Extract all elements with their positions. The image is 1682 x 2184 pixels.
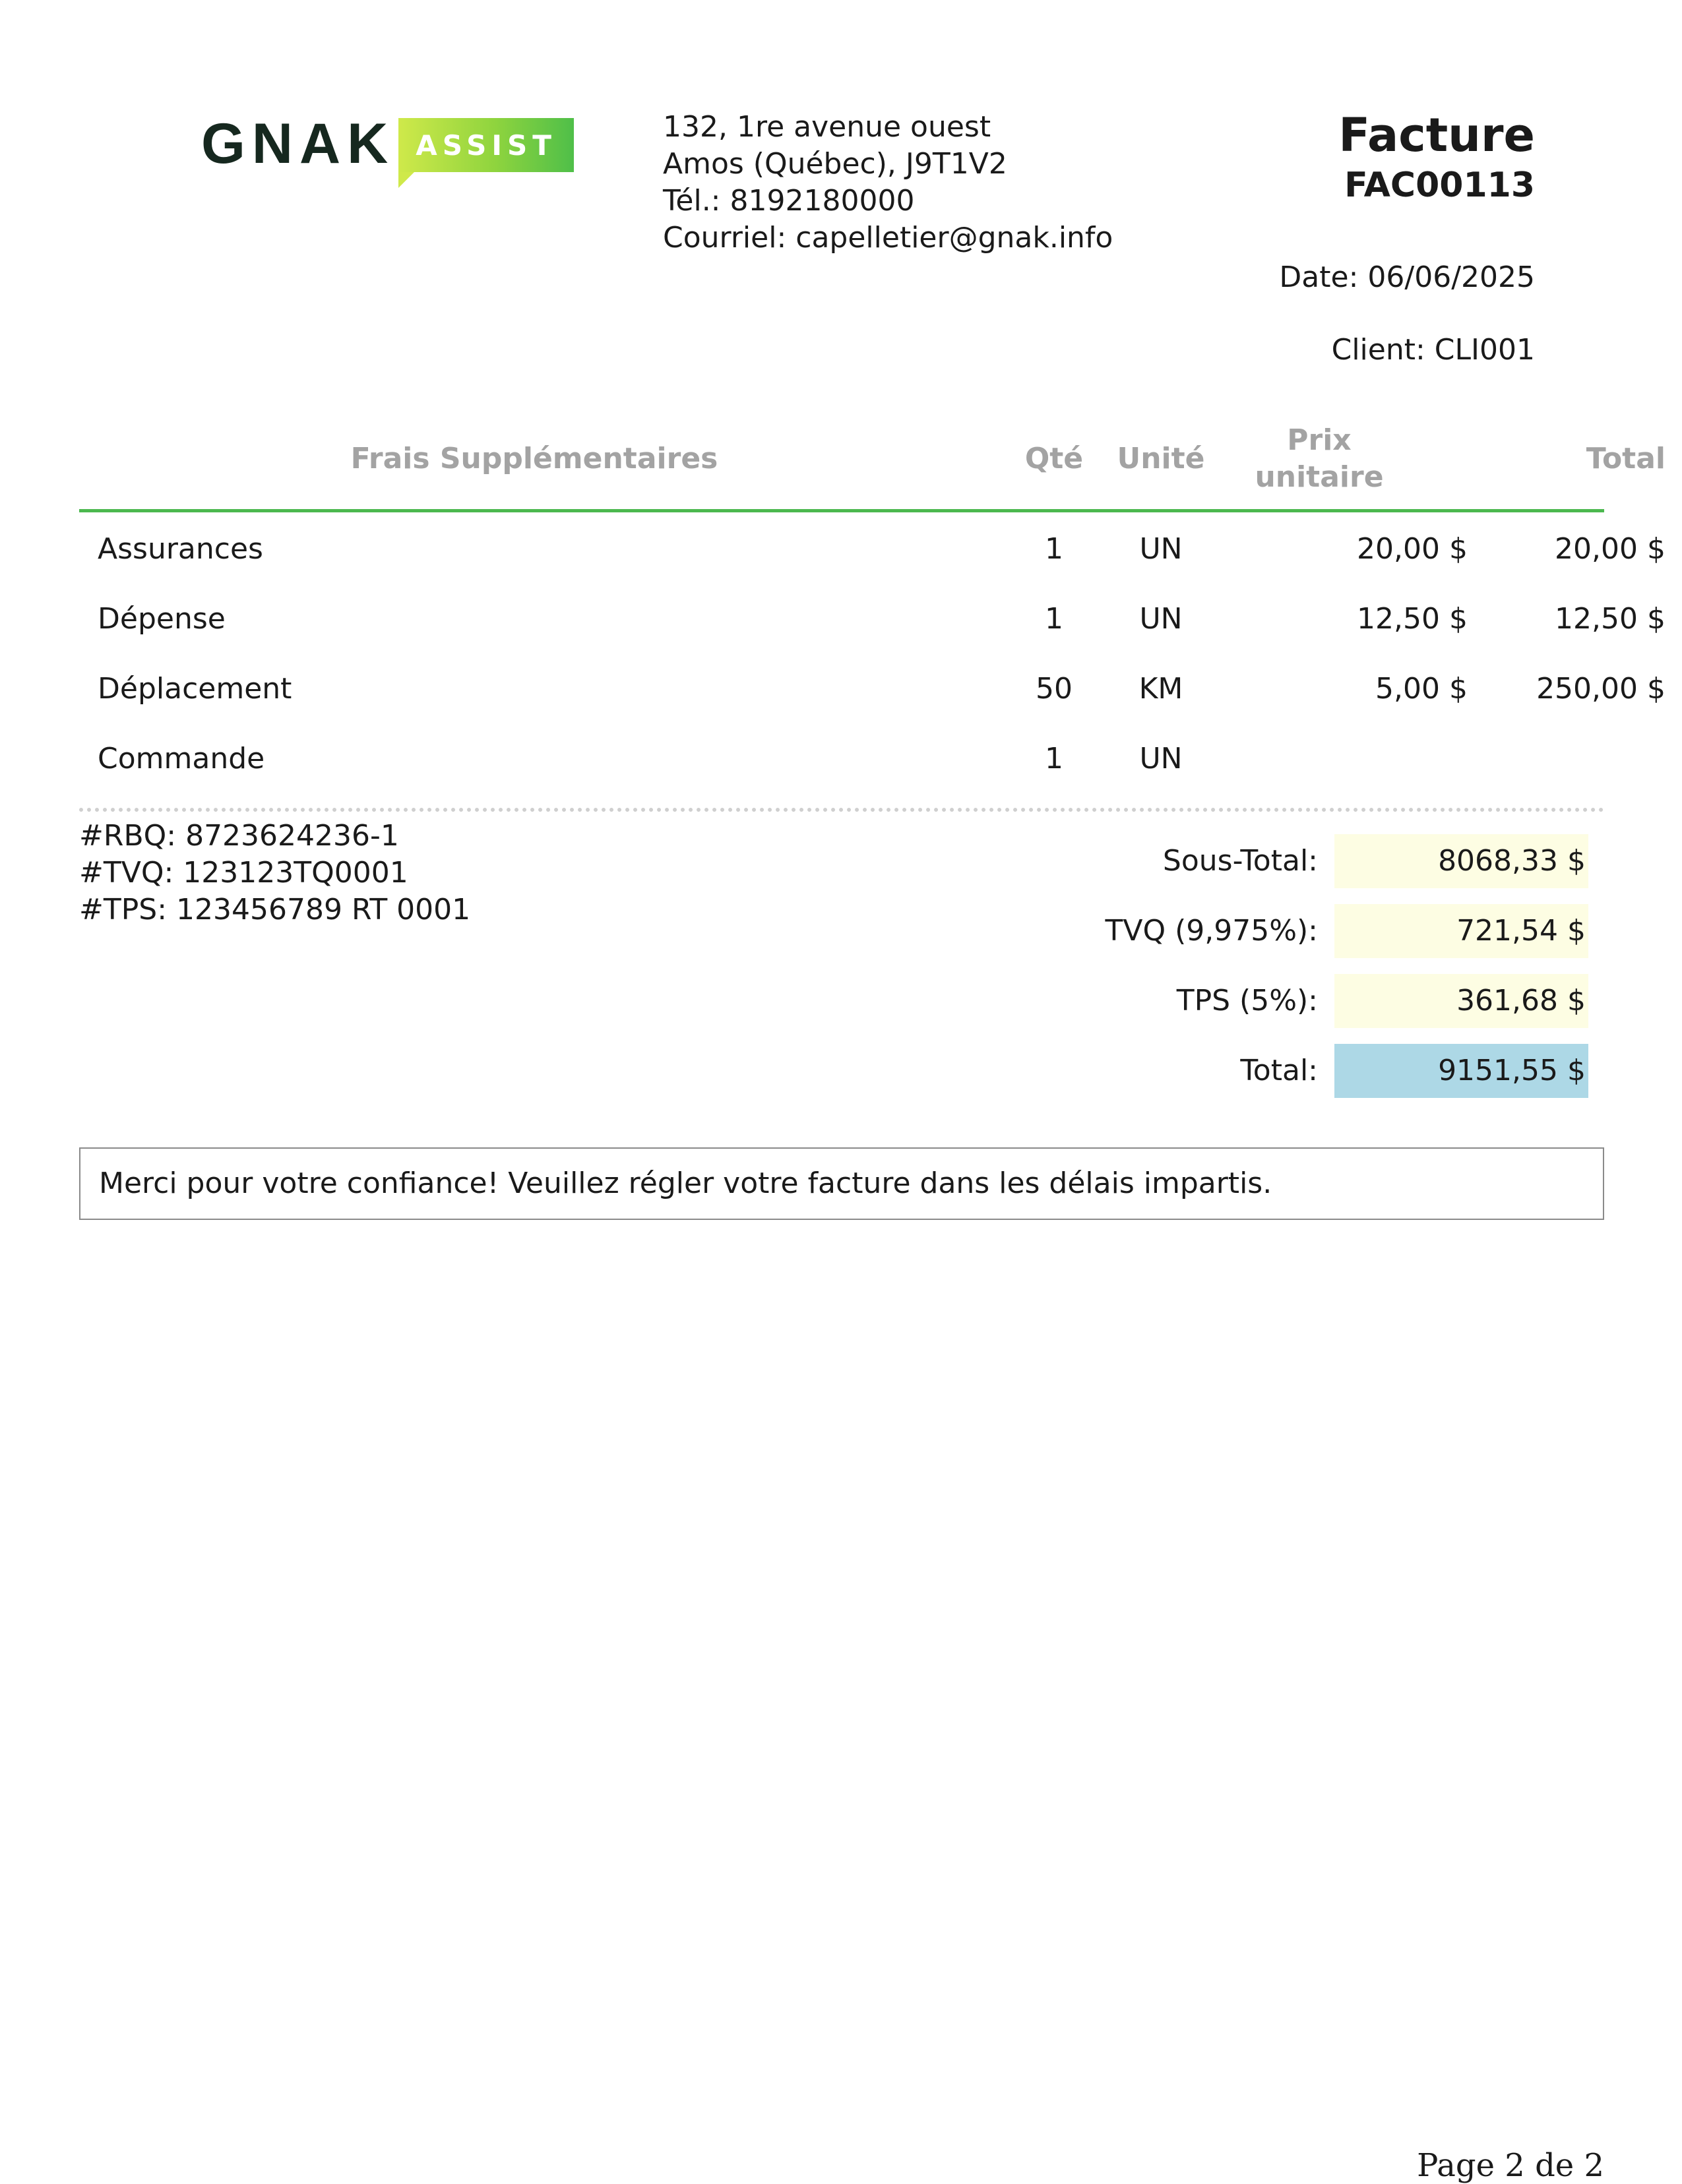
tps-label: TPS (5%): [1176, 984, 1318, 1017]
grand-total-row [989, 1044, 1588, 1098]
tvq-row [989, 904, 1588, 958]
row-total: 250,00 $ [1536, 672, 1666, 706]
header-total: Total [1586, 442, 1666, 475]
tps-number: #TPS: 123456789 RT 0001 [79, 893, 471, 926]
row-qty: 1 [1045, 532, 1063, 566]
row-unit: UN [1139, 532, 1183, 566]
row-unit: UN [1139, 602, 1183, 636]
row-unit: KM [1138, 672, 1183, 706]
company-phone: Tél.: 8192180000 [663, 184, 915, 218]
grand-total-label: Total: [1240, 1054, 1318, 1087]
header-description: Frais Supplémentaires [350, 442, 718, 475]
table-row [79, 584, 1666, 654]
table-row [79, 724, 1604, 794]
row-total: 20,00 $ [1555, 532, 1666, 566]
row-total: 12,50 $ [1555, 602, 1666, 636]
row-description: Assurances [98, 532, 263, 566]
table-end-divider [79, 808, 1604, 812]
company-email: Courriel: capelletier@gnak.info [663, 221, 1113, 255]
invoice-date: Date: 06/06/2025 [1279, 260, 1535, 294]
header-unit-price-line1: Prix [1287, 423, 1352, 457]
grand-total-value: 9151,55 $ [1334, 1044, 1588, 1098]
company-address [663, 109, 1113, 257]
header-unit: Unité [1117, 442, 1205, 475]
tps-value: 361,68 $ [1334, 974, 1588, 1028]
table-row [79, 654, 1666, 724]
row-description: Dépense [98, 602, 226, 636]
address-line2: Amos (Québec), J9T1V2 [663, 147, 1007, 181]
tvq-label: TVQ (9,975%): [1105, 914, 1318, 948]
address-line1: 132, 1re avenue ouest [663, 110, 991, 144]
row-qty: 1 [1045, 742, 1063, 775]
invoice-title: Facture [1338, 108, 1535, 162]
header-qty: Qté [1024, 442, 1084, 475]
header-unit-price [1214, 422, 1425, 496]
subtotal-row [989, 834, 1588, 888]
row-qty: 1 [1045, 602, 1063, 636]
row-unit-price: 12,50 $ [1357, 602, 1468, 636]
row-unit: UN [1139, 742, 1183, 775]
row-description: Déplacement [98, 672, 292, 706]
row-unit-price: 5,00 $ [1375, 672, 1468, 706]
tps-row [989, 974, 1588, 1028]
tvq-number: #TVQ: 123123TQ0001 [79, 856, 408, 890]
thank-you-notice: Merci pour votre confiance! Veuillez régler votre facture dans les délais impartis. [79, 1147, 1604, 1220]
subtotal-value: 8068,33 $ [1334, 834, 1588, 888]
subtotal-label: Sous-Total: [1162, 844, 1318, 878]
tvq-value: 721,54 $ [1334, 904, 1588, 958]
invoice-number: FAC00113 [1344, 166, 1535, 205]
invoice-client: Client: CLI001 [1331, 333, 1535, 367]
table-header [79, 415, 1666, 511]
company-logo [201, 112, 574, 175]
rbq-number: #RBQ: 8723624236-1 [79, 819, 399, 853]
row-qty: 50 [1036, 672, 1073, 706]
tax-registrations [79, 818, 470, 928]
table-row [79, 514, 1666, 584]
header-divider [79, 509, 1604, 512]
row-description: Commande [98, 742, 265, 775]
logo-badge-text: ASSIST [416, 129, 557, 162]
header-unit-price-line2: unitaire [1255, 460, 1384, 494]
logo-wordmark: GNAK [201, 112, 395, 175]
row-unit-price: 20,00 $ [1357, 532, 1468, 566]
page-number: Page 2 de 2 [1417, 2147, 1604, 2184]
logo-badge [398, 118, 574, 172]
